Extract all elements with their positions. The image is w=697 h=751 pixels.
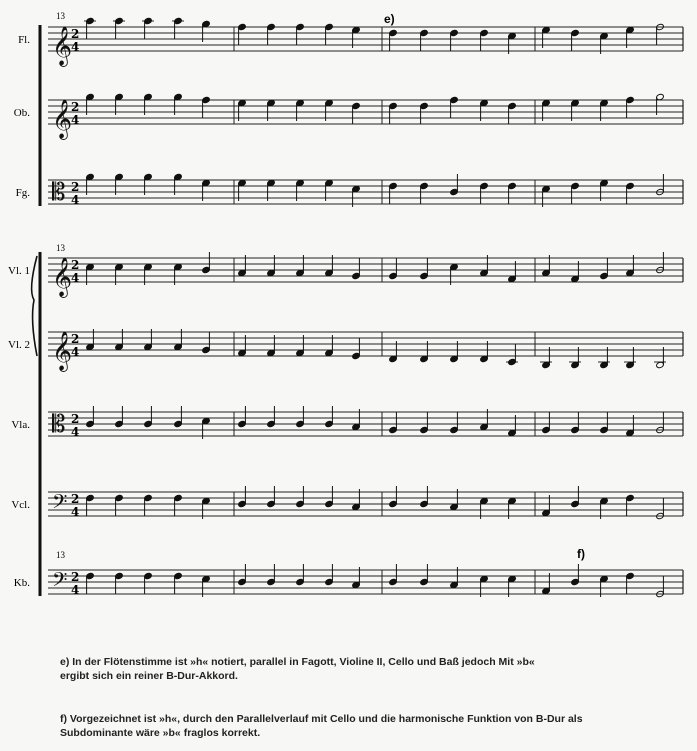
rehearsal-mark-f: f) [577,547,585,561]
staff-label: Ob. [13,107,30,119]
staves-group [32,17,683,597]
time-signature-top: 2 [71,258,80,272]
staff-5 [48,329,683,372]
time-signature-top: 2 [71,27,80,41]
measure-number-bass: 13 [56,550,65,560]
staff-1 [48,17,683,67]
violin-brace-icon [32,256,37,356]
bass-clef-icon: 𝄢 [52,568,68,596]
time-signature-bottom: 4 [71,345,80,359]
staff-label: Vl. 2 [8,339,30,351]
time-signature-top: 2 [71,100,80,114]
treble-clef-icon: 𝄞 [52,99,73,139]
footnote-e [60,655,680,683]
measure-number-winds: 13 [56,11,65,21]
staff-3 [48,173,683,207]
time-signature-top: 2 [71,332,80,346]
staff-label: Kb. [13,577,30,589]
staff-label: Fg. [15,187,30,199]
time-signature-bottom: 4 [71,505,80,519]
staff-6 [48,406,683,439]
staff-4 [48,252,683,298]
staff-7 [48,486,683,520]
footnote-f-line-2: Subdominante wäre »b« fraglos korrekt. [60,727,261,739]
footnote-e-line-2: ergibt sich ein reiner B-Dur-Akkord. [60,670,238,682]
time-signature-top: 2 [71,570,80,584]
footnote-f [60,712,680,740]
staff-2 [48,93,683,140]
time-signature-bottom: 4 [71,271,80,285]
treble-clef-icon: 𝄞 [52,331,73,371]
staff-8 [48,564,683,598]
footnote-f-line-1: f) Vorgezeichnet ist »h«, durch den Parallelverlauf mit Cello und die harmonische Funktion von B-Dur als [60,713,583,725]
staff-label: Fl. [18,34,30,46]
staff-label: Vl. 1 [8,265,30,277]
time-signature-bottom: 4 [71,113,80,127]
time-signature-bottom: 4 [71,193,80,207]
tenor-clef-icon: 𝄡 [52,178,66,206]
rehearsal-mark-e: e) [384,12,395,26]
time-signature-top: 2 [71,492,80,506]
staff-labels [8,34,30,589]
staff-label: Vcl. [11,499,30,511]
time-signature-top: 2 [71,412,80,426]
time-signature-bottom: 4 [71,40,80,54]
footnote-e-line-1: e) In der Flötenstimme ist »h« notiert, parallel in Fagott, Violine II, Cello und Baß jedoch Mit »b« [60,656,535,668]
bass-clef-icon: 𝄢 [52,490,68,518]
measure-number-strings: 13 [56,243,65,253]
treble-clef-icon: 𝄞 [52,257,73,297]
time-signature-bottom: 4 [71,425,80,439]
time-signature-bottom: 4 [71,583,80,597]
treble-clef-icon: 𝄞 [52,26,73,66]
time-signature-top: 2 [71,180,80,194]
alto-clef-icon: 𝄡 [52,410,66,438]
staff-label: Vla. [11,419,30,431]
